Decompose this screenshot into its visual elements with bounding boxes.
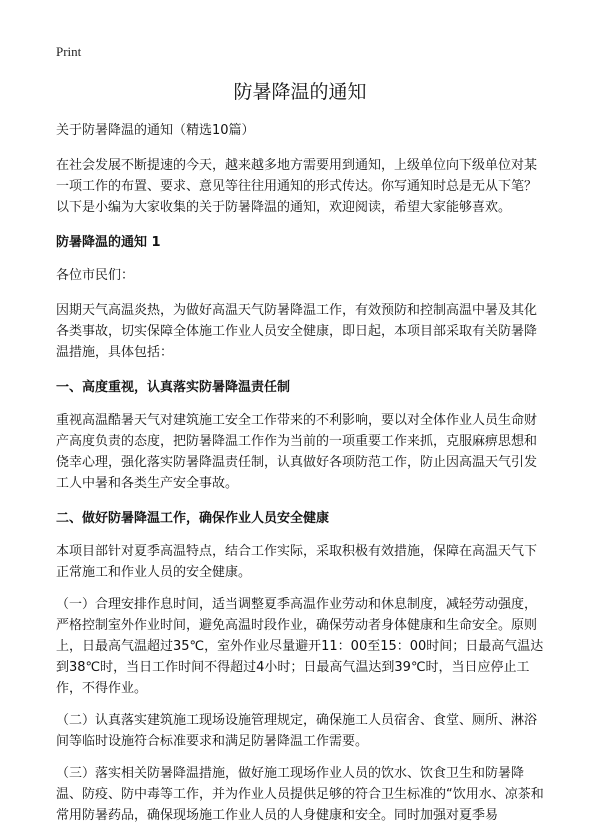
heading-responsibility: 一、高度重视，认真落实防暑降温责任制 [56, 380, 291, 395]
print-link[interactable]: Print [56, 44, 82, 59]
salutation: 各位市民们： [56, 268, 135, 283]
document-subtitle: 关于防暑降温的通知（精选10篇） [56, 123, 255, 138]
list-item-3: （三）落实相关防暑降温措施，做好施工现场作业人员的饮水、饮食卫生和防暑降温、防疫、防中毒等工作，并为作业人员提供足够的符合卫生标准的“饮用水、凉茶和常用防暑药品，确保现场施工作业人员的人身健康和安全。同时加强对夏季易 [56, 766, 544, 823]
paragraph-responsibility: 重视高温酷暑天气对建筑施工安全工作带来的不利影响，要以对全体作业人员生命财产高度负责的态度，把防暑降温工作作为当前的一项重要工作来抓，克服麻痹思想和侥幸心理，强化落实防暑降温责任制，认真做好各项防范工作，防止因高温天气引发工人中暑和各类生产安全事故。 [56, 413, 538, 491]
document-title: 防暑降温的通知 [233, 81, 367, 103]
document-body [56, 120, 546, 837]
section-heading-1: 防暑降温的通知 1 [56, 235, 161, 250]
paragraph-safety: 本项目部针对夏季高温特点，结合工作实际，采取积极有效措施，保障在高温天气下正常施工和作业人员的安全健康。 [56, 544, 538, 580]
heading-safety: 二、做好防暑降温工作，确保作业人员安全健康 [56, 511, 330, 526]
paragraph-1: 因期天气高温炎热，为做好高温天气防暑降温工作，有效预防和控制高温中暑及其化各类事故，切实保障全体施工作业人员安全健康，即日起，本项目部采取有关防暑降温措施，具体包括： [56, 303, 538, 360]
list-item-1: （一）合理安排作息时间，适当调整夏季高温作业劳动和休息制度，减轻劳动强度，严格控制室外作业时间，避免高温时段作业，确保劳动者身体健康和生命安全。原则上，日最高气温超过35℃，室外作业尽量避开11：00至15：00时间；日最高气温达到38℃时，当日工作时间不得超过4小时；日最高气温达到39℃时，当日应停止工作，不得作业。 [56, 597, 544, 696]
intro-paragraph: 在社会发展不断提速的今天，越来越多地方需要用到通知，上级单位向下级单位对某一项工作的布置、要求、意见等往往用通知的形式传达。你写通知时总是无从下笔？以下是小编为大家收集的关于防暑降温的通知，欢迎阅读，希望大家能够喜欢。 [56, 158, 538, 215]
list-item-2: （二）认真落实建筑施工现场设施管理规定，确保施工人员宿舍、食堂、厕所、淋浴间等临时设施符合标准要求和满足防暑降温工作需要。 [56, 713, 538, 749]
